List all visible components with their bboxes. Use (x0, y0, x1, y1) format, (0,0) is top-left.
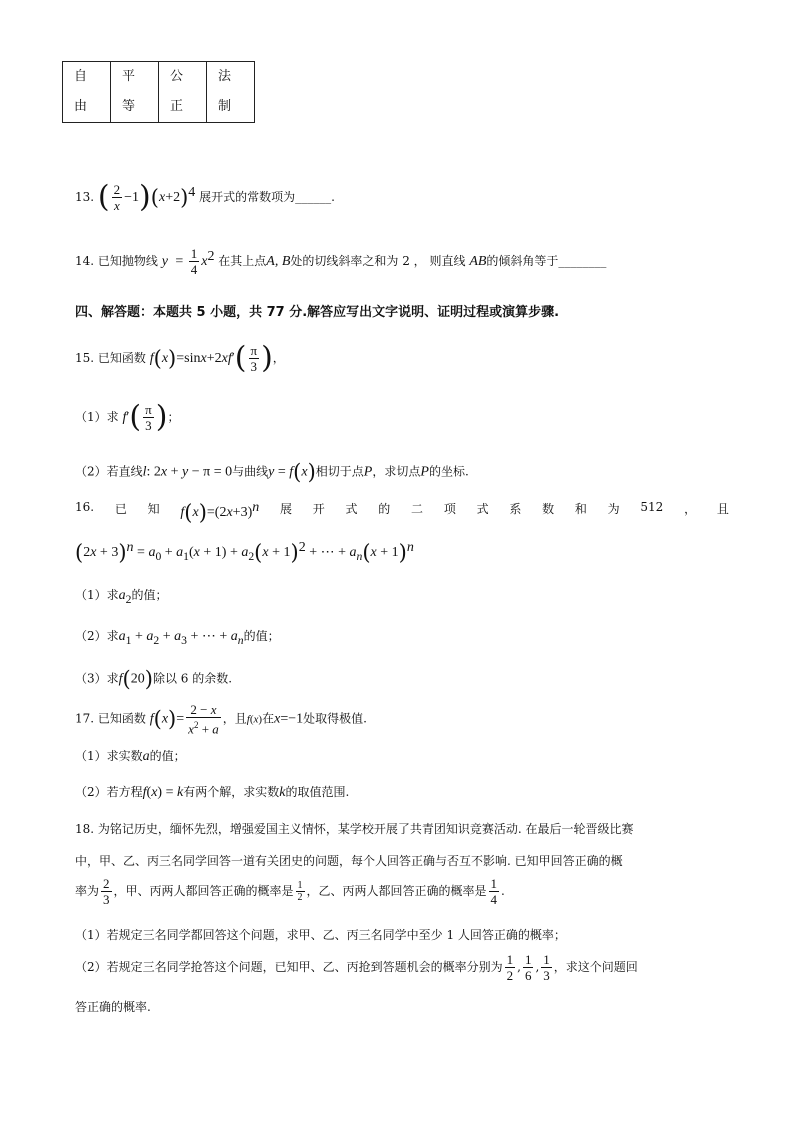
table-cell: 公 正 (159, 62, 207, 123)
question-18-part1: （1）若规定三名同学都回答这个问题，求甲、乙、丙三名同学中至少 1 人回答正确的概率； (75, 928, 566, 942)
question-18-line1: 18. 为铭记历史，缅怀先烈，增强爱国主义情怀，某学校开展了共青团知识竞赛活动. 在最后一轮晋级比赛 (75, 822, 634, 836)
question-17-part1: （1）求实数a的值； (75, 749, 186, 764)
question-18-part2-cont: 答正确的概率. (75, 1000, 151, 1014)
table-cell: 自 由 (63, 62, 111, 123)
question-15-part2: （2）若直线l: 2x + y − π = 0与曲线y = f(x)相切于点P，求切点P的坐标. (75, 460, 469, 484)
question-14: 14. 已知抛物线 y = $\frac{1}{4}$ $x^2$ 在其上点A, B处的切线斜率之和为 2 ， 则直线 AB的倾斜角等于________ (75, 246, 607, 277)
question-16: 16. 已 知 $f(x)=(2x+3)^n$ 展 开 式 的 二 项 式 系 数 和 为 512 ， 且 (75, 500, 729, 525)
section-heading: 四、解答题：本题共 5 小题，共 77 分.解答应写出文字说明、证明过程或演算步骤. (75, 305, 560, 320)
question-16-expansion: $(2x + 3)^n = a_0 + a_1(x + 1) + a_2(x + 1)^2$ + ⋯ + $a_n(x + 1)^n$ (75, 540, 414, 565)
table-cell: 平 等 (111, 62, 159, 123)
question-15-part1: （1）求 f′( $\frac{\pi}{3}$ )； (75, 399, 180, 435)
question-18-part2: （2）若规定三名同学抢答这个问题，已知甲、乙、丙抢到答题机会的概率分别为 $\frac{1}{2}$ , $\frac{1}{6}$ , $\frac{1}{3}$ ，求这个问题回 (75, 952, 638, 983)
table-cell: 法 制 (207, 62, 255, 123)
question-18-line2: 中，甲、乙、丙三名同学回答一道有关团史的问题，每个人回答正确与否互不影响. 已知甲回答正确的概 (75, 854, 623, 868)
question-17: 17. 已知函数 f(x)= $\frac{2 - x}{x^2 + a}$ ，且f(x)在x=−1处取得极值. (75, 702, 367, 737)
question-15: 15. 已知函数 f(x)=sinx+2xf′( $\frac{\pi}{3}$ )， (75, 340, 285, 376)
question-18-line3: 率为 $\frac{2}{3}$ ，甲、丙两人都回答正确的概率是 $\frac{1}{2}$ ，乙、丙两人都回答正确的概率是 $\frac{1}{4}$ . (75, 876, 505, 907)
question-16-part2: （2）求$a_1 + a_2 + a_3$ + ⋯ + $a_n$的值； (75, 629, 280, 647)
question-16-part1: （1）求$a_2$的值； (75, 588, 168, 606)
values-table (62, 61, 255, 123)
question-16-part3: （3）求f(20)除以 6 的余数. (75, 667, 233, 691)
question-13: 13. ( $\frac{2}{x}$ $-1)(x+2)^4$ 展开式的常数项为______. (75, 179, 335, 215)
question-17-part2: （2）若方程f(x) = k有两个解，求实数k的取值范围. (75, 785, 350, 800)
